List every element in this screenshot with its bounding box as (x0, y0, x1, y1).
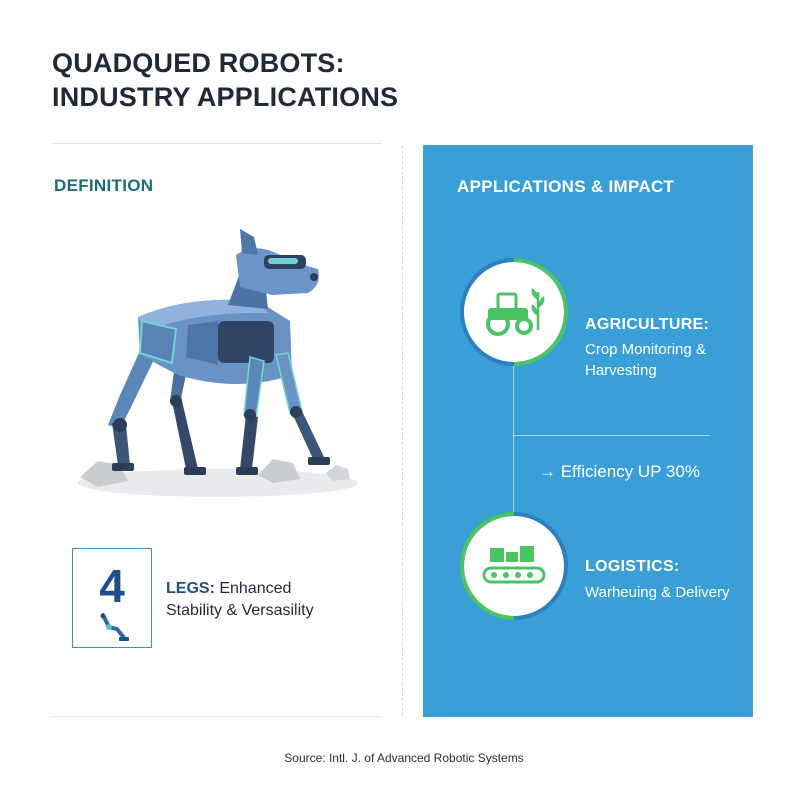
agriculture-badge (460, 258, 568, 366)
efficiency-stat: → Efficiency UP 30% (539, 462, 700, 481)
definition-heading: DEFINITION (54, 176, 154, 195)
bottom-divider (52, 716, 382, 717)
robot-leg-icon (97, 613, 131, 643)
logistics-description: Warheuing & Delivery (585, 584, 730, 601)
legs-number: 4 (99, 560, 125, 612)
logistics-title: LOGISTICS: (585, 558, 680, 575)
agriculture-description: Crop Monitoring & Harvesting (585, 341, 706, 379)
logistics-badge (460, 512, 568, 620)
title-line-2: INDUSTRY APPLICATIONS (52, 82, 399, 112)
legs-text-1: Enhanced (214, 580, 292, 597)
connector-vertical (513, 366, 514, 512)
legs-count-card (72, 548, 152, 648)
agriculture-title: AGRICULTURE: (585, 316, 710, 333)
column-divider (402, 146, 403, 716)
top-divider (52, 143, 382, 144)
robot-dog-illustration (68, 225, 368, 515)
page-title (52, 46, 398, 114)
legs-label: LEGS: (166, 580, 215, 597)
applications-heading: APPLICATIONS & IMPACT (457, 177, 675, 196)
legs-text-2: Stability & Versasility (166, 602, 314, 619)
conveyor-icon (478, 534, 550, 598)
title-line-1: QUADQUED ROBOTS: (52, 48, 345, 78)
applications-panel (423, 145, 753, 717)
source-citation: Source: Intl. J. of Advanced Robotic Systems (284, 751, 524, 765)
connector-horizontal (513, 435, 710, 436)
tractor-icon (478, 280, 550, 344)
legs-description (166, 578, 314, 622)
